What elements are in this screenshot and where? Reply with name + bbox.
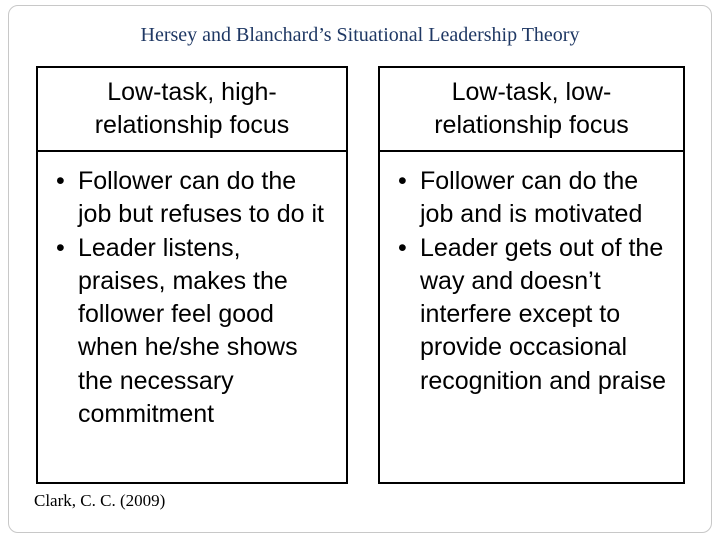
- left-bullet-list: [44, 165, 336, 431]
- right-bullet-2: Leader gets out of the way and doesn’t interfere except to provide occasional recognition and praise: [420, 233, 666, 395]
- list-item: [386, 232, 677, 398]
- right-header-box: [378, 66, 685, 152]
- bullet-dot: •: [56, 233, 65, 262]
- bullet-dot: •: [398, 167, 407, 195]
- bullet-dot: •: [56, 167, 65, 195]
- left-body-box: [36, 150, 348, 484]
- list-item: [44, 165, 336, 232]
- right-bullet-1: Follower can do the job and is motivated: [420, 167, 643, 229]
- left-bullet-2: Leader listens, praises, makes the follower feel good when he/she shows the necessary commitment: [78, 233, 298, 429]
- list-item: [44, 232, 336, 432]
- slide-title: Hersey and Blanchard’s Situational Leadership Theory: [140, 24, 580, 46]
- left-bullet-1: Follower can do the job but refuses to do it: [78, 167, 324, 229]
- right-body-box: [378, 150, 685, 484]
- right-header-line-2: relationship focus: [434, 111, 629, 139]
- left-header-line-2: relationship focus: [94, 111, 290, 139]
- left-header-line-1: Low-task, high-: [107, 78, 277, 106]
- right-header-line-1: Low-task, low-: [451, 78, 612, 106]
- left-body-box-bottom-border: [36, 482, 348, 484]
- citation: Clark, C. C. (2009): [34, 491, 166, 510]
- list-item: [386, 165, 677, 232]
- left-header-box: [36, 66, 348, 152]
- bullet-dot: •: [398, 233, 407, 262]
- right-bullet-list: [386, 165, 677, 398]
